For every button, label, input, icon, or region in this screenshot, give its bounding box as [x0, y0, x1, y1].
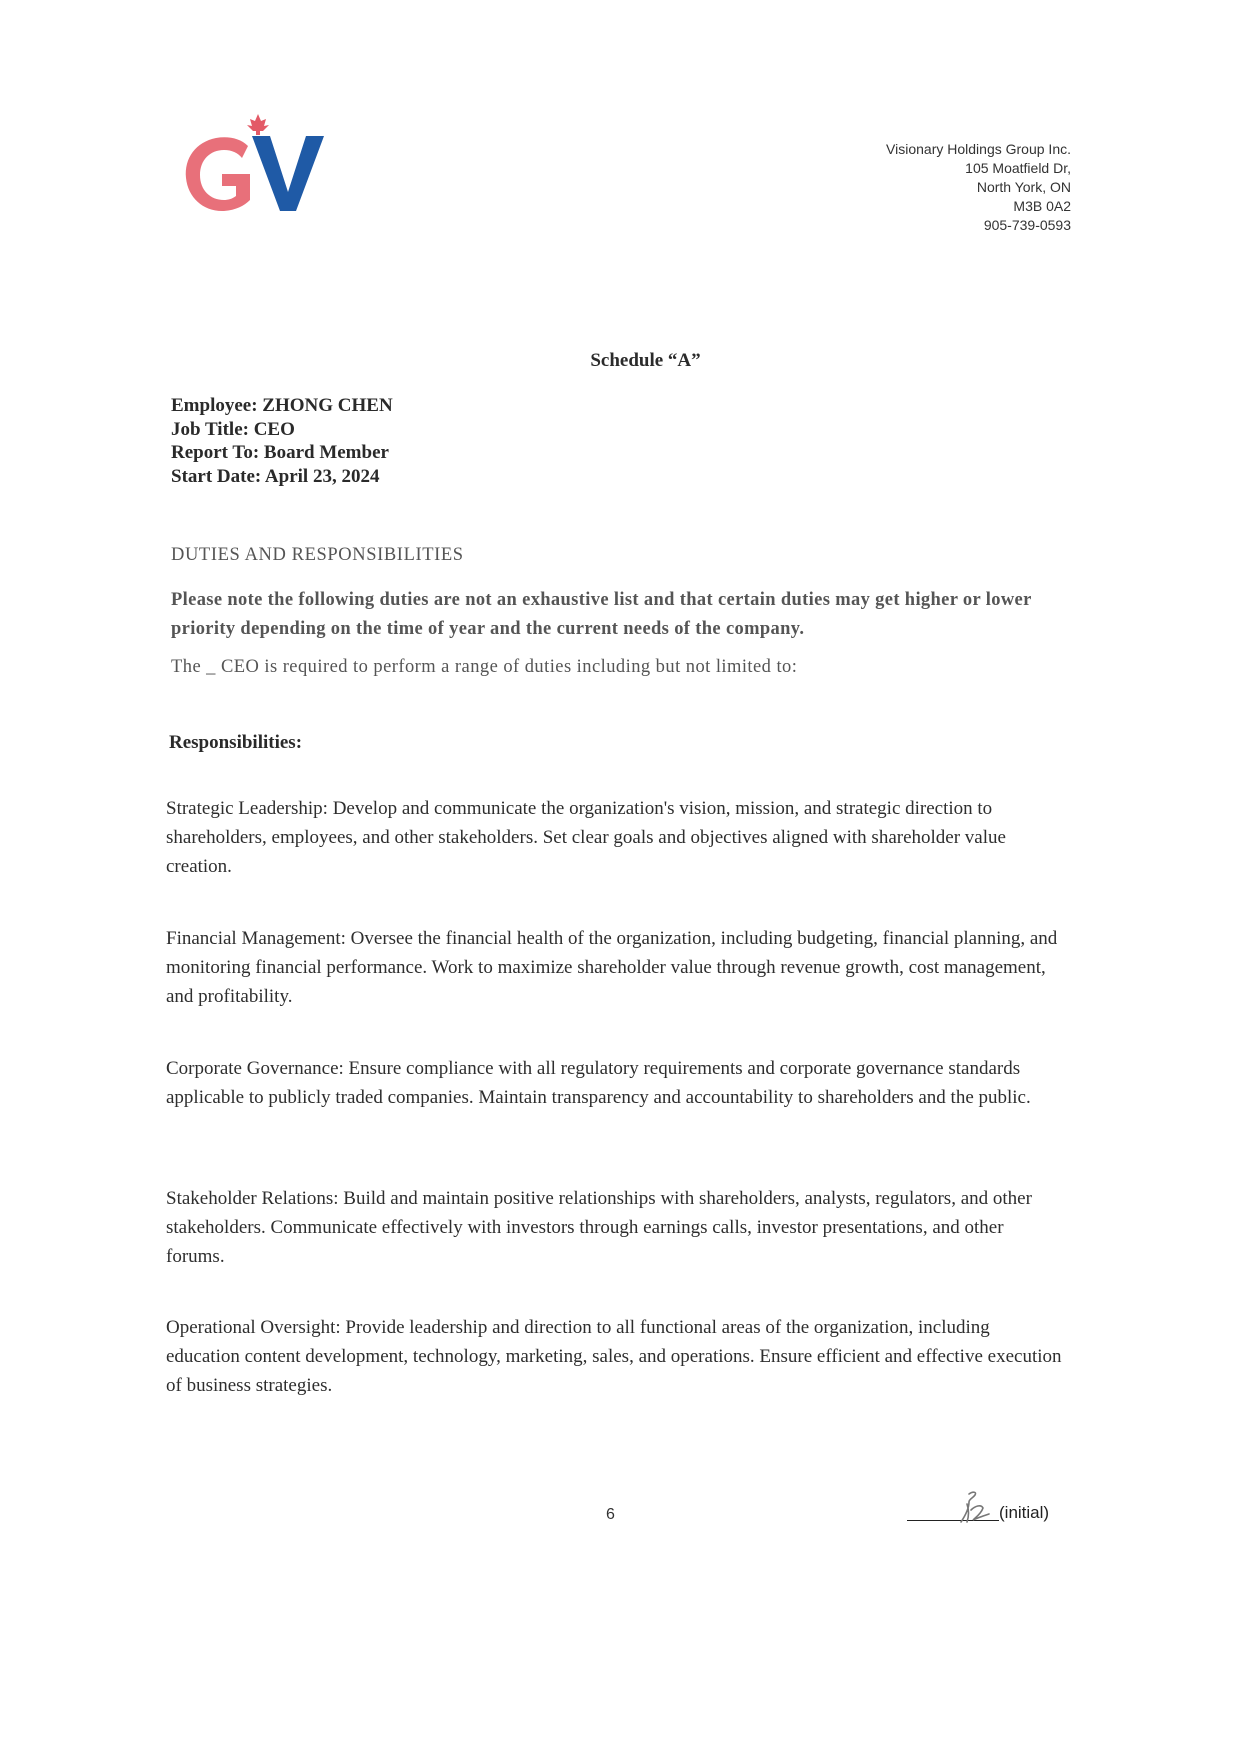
start-date-line: Start Date: April 23, 2024 — [171, 465, 380, 487]
initial-label: (initial) — [999, 1503, 1050, 1522]
responsibilities-heading: Responsibilities: — [169, 732, 303, 753]
responsibility-stakeholder-relations: Stakeholder Relations: Build and maintain positive relationships with shareholders, analysts, regulators, and other stakeholders. Communicate effectively with investors through earnings calls, investor presentations, and other forums. — [166, 1188, 1032, 1267]
company-city: North York, ON — [976, 179, 1071, 195]
duties-note: Please note the following duties are not an exhaustive list and that certain duties may get higher or lower priority depending on the time of year and the current needs of the company. — [171, 590, 1032, 639]
company-phone: 905-739-0593 — [983, 217, 1071, 233]
report-to-line: Report To: Board Member — [171, 442, 389, 463]
responsibility-strategic-leadership: Strategic Leadership: Develop and communicate the organization's vision, mission, and strategic direction to shareholders, employees, and other stakeholders. Set clear goals and objectives aligned with shareholder value creation. — [166, 798, 1006, 877]
maple-leaf-icon — [247, 114, 269, 135]
handwritten-initial-signature — [947, 1490, 997, 1526]
company-name: Visionary Holdings Group Inc. — [886, 141, 1071, 157]
job-title-line: Job Title: CEO — [171, 418, 295, 440]
company-address — [886, 140, 1071, 235]
page-number: 6 — [606, 1506, 615, 1523]
responsibility-financial-management: Financial Management: Oversee the financial health of the organization, including budgeting, financial planning, and monitoring financial performance. Work to maximize shareholder value through revenue growth, cost management, and profitability. — [166, 928, 1058, 1007]
logo-letter-g — [186, 137, 250, 211]
schedule-title: Schedule “A” — [590, 350, 701, 371]
duties-heading: DUTIES AND RESPONSIBILITIES — [171, 545, 464, 565]
logo-letter-v — [252, 136, 324, 211]
company-logo — [178, 112, 338, 222]
employee-details — [171, 394, 393, 488]
gv-logo-icon — [178, 112, 338, 222]
responsibility-corporate-governance: Corporate Governance: Ensure compliance with all regulatory requirements and corporate governance standards applicable to publicly traded companies. Maintain transparency and accountability to shareholders and the public. — [166, 1058, 1031, 1108]
initial-field — [907, 1490, 1067, 1530]
company-street: 105 Moatfield Dr, — [965, 160, 1071, 176]
employee-name-line: Employee: ZHONG CHEN — [171, 395, 393, 416]
company-postal-code: M3B 0A2 — [1013, 198, 1071, 214]
responsibility-operational-oversight: Operational Oversight: Provide leadership and direction to all functional areas of the organization, including education content development, technology, marketing, sales, and operations. Ensure efficient and effective execution of business strategies. — [166, 1317, 1062, 1396]
duties-scope: The _ CEO is required to perform a range of duties including but not limited to: — [171, 657, 798, 677]
